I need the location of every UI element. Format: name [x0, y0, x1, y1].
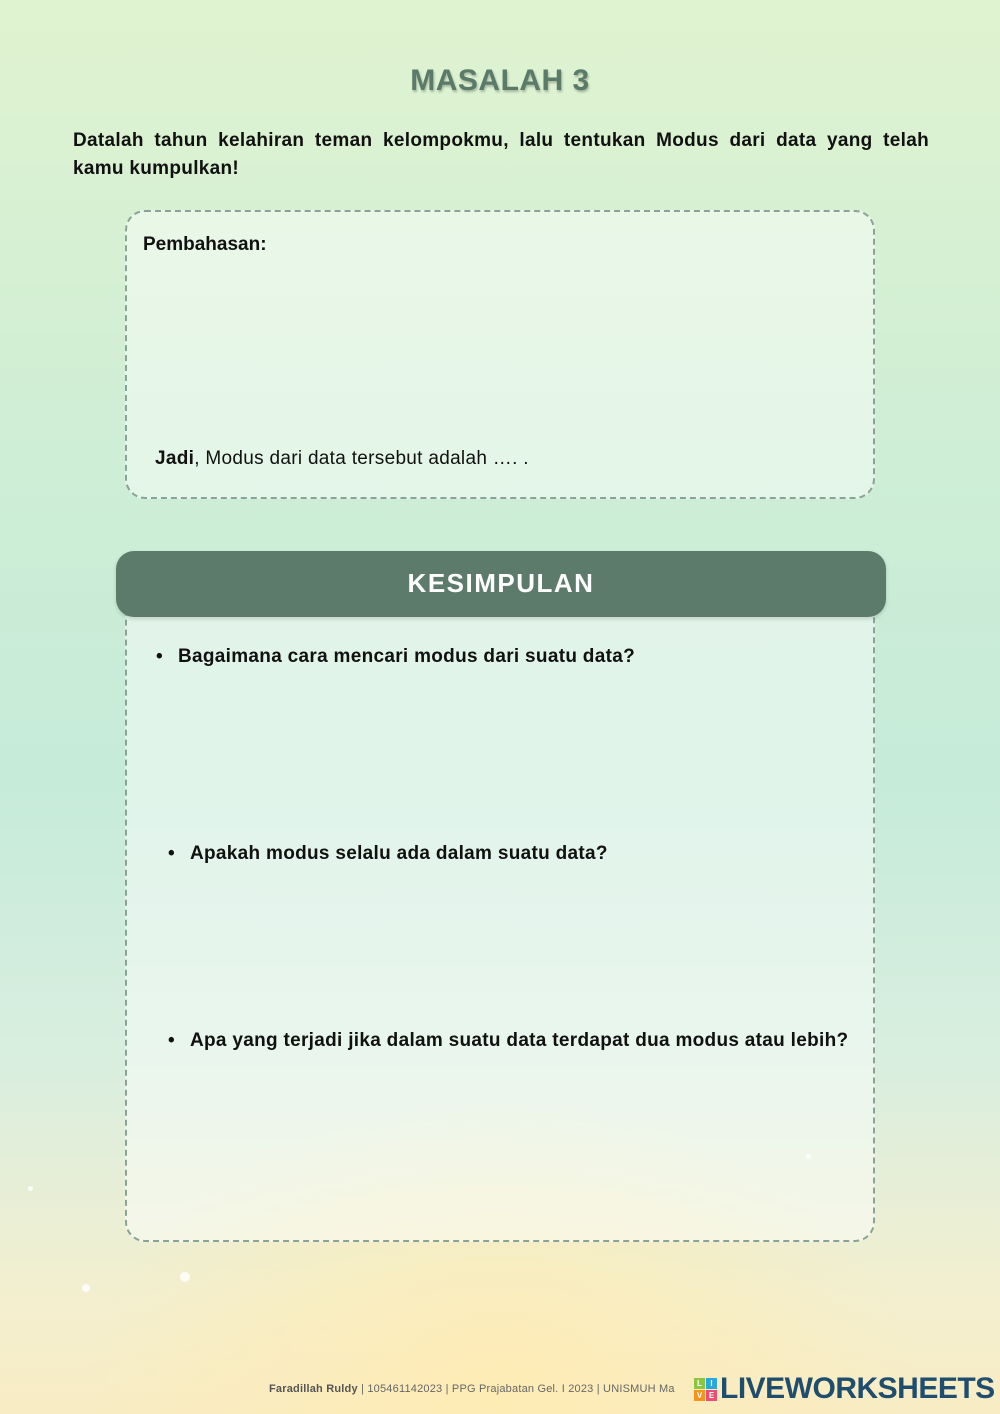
bullet-icon: • [168, 843, 175, 864]
conclusion-question [168, 1027, 862, 1054]
decorative-dot [28, 1186, 33, 1191]
conclusion-box [125, 585, 875, 1242]
conclusion-banner [116, 551, 886, 617]
question-text: Apa yang terjadi jika dalam suatu data terdapat dua modus atau lebih? [190, 1030, 849, 1051]
question-text: Bagaimana cara mencari modus dari suatu data? [178, 646, 635, 667]
decorative-dot [180, 1272, 190, 1282]
logo-text: LIVEWORKSHEETS [720, 1372, 995, 1405]
footer-author: Faradillah Ruldy [269, 1383, 358, 1395]
discussion-heading: Pembahasan: [143, 234, 267, 255]
liveworksheets-logo[interactable] [694, 1372, 995, 1406]
footer-credit [269, 1383, 675, 1395]
answer-text: , Modus dari data tersebut adalah …. . [194, 448, 529, 469]
discussion-box [125, 210, 875, 499]
logo-letter: I [706, 1378, 717, 1389]
problem-statement: Datalah tahun kelahiran teman kelompokmu, lalu tentukan Modus dari data yang telah kamu kumpulkan! [73, 130, 929, 179]
conclusion-title: KESIMPULAN [407, 568, 595, 598]
logo-icon [694, 1378, 717, 1401]
bullet-icon: • [168, 1030, 175, 1051]
page-title: MASALAH 3 [410, 64, 590, 97]
logo-letter: L [694, 1378, 705, 1389]
logo-letter: E [706, 1390, 717, 1401]
conclusion-question [168, 840, 880, 867]
question-text: Apakah modus selalu ada dalam suatu data? [190, 843, 608, 864]
logo-letter: V [694, 1390, 705, 1401]
answer-line [155, 448, 529, 470]
answer-bold-word: Jadi [155, 448, 195, 469]
conclusion-question [156, 643, 878, 670]
decorative-dot [82, 1284, 90, 1292]
footer-details: | 105461142023 | PPG Prajabatan Gel. I 2023 | UNISMUH Ma [357, 1383, 675, 1395]
bullet-icon: • [156, 646, 163, 667]
